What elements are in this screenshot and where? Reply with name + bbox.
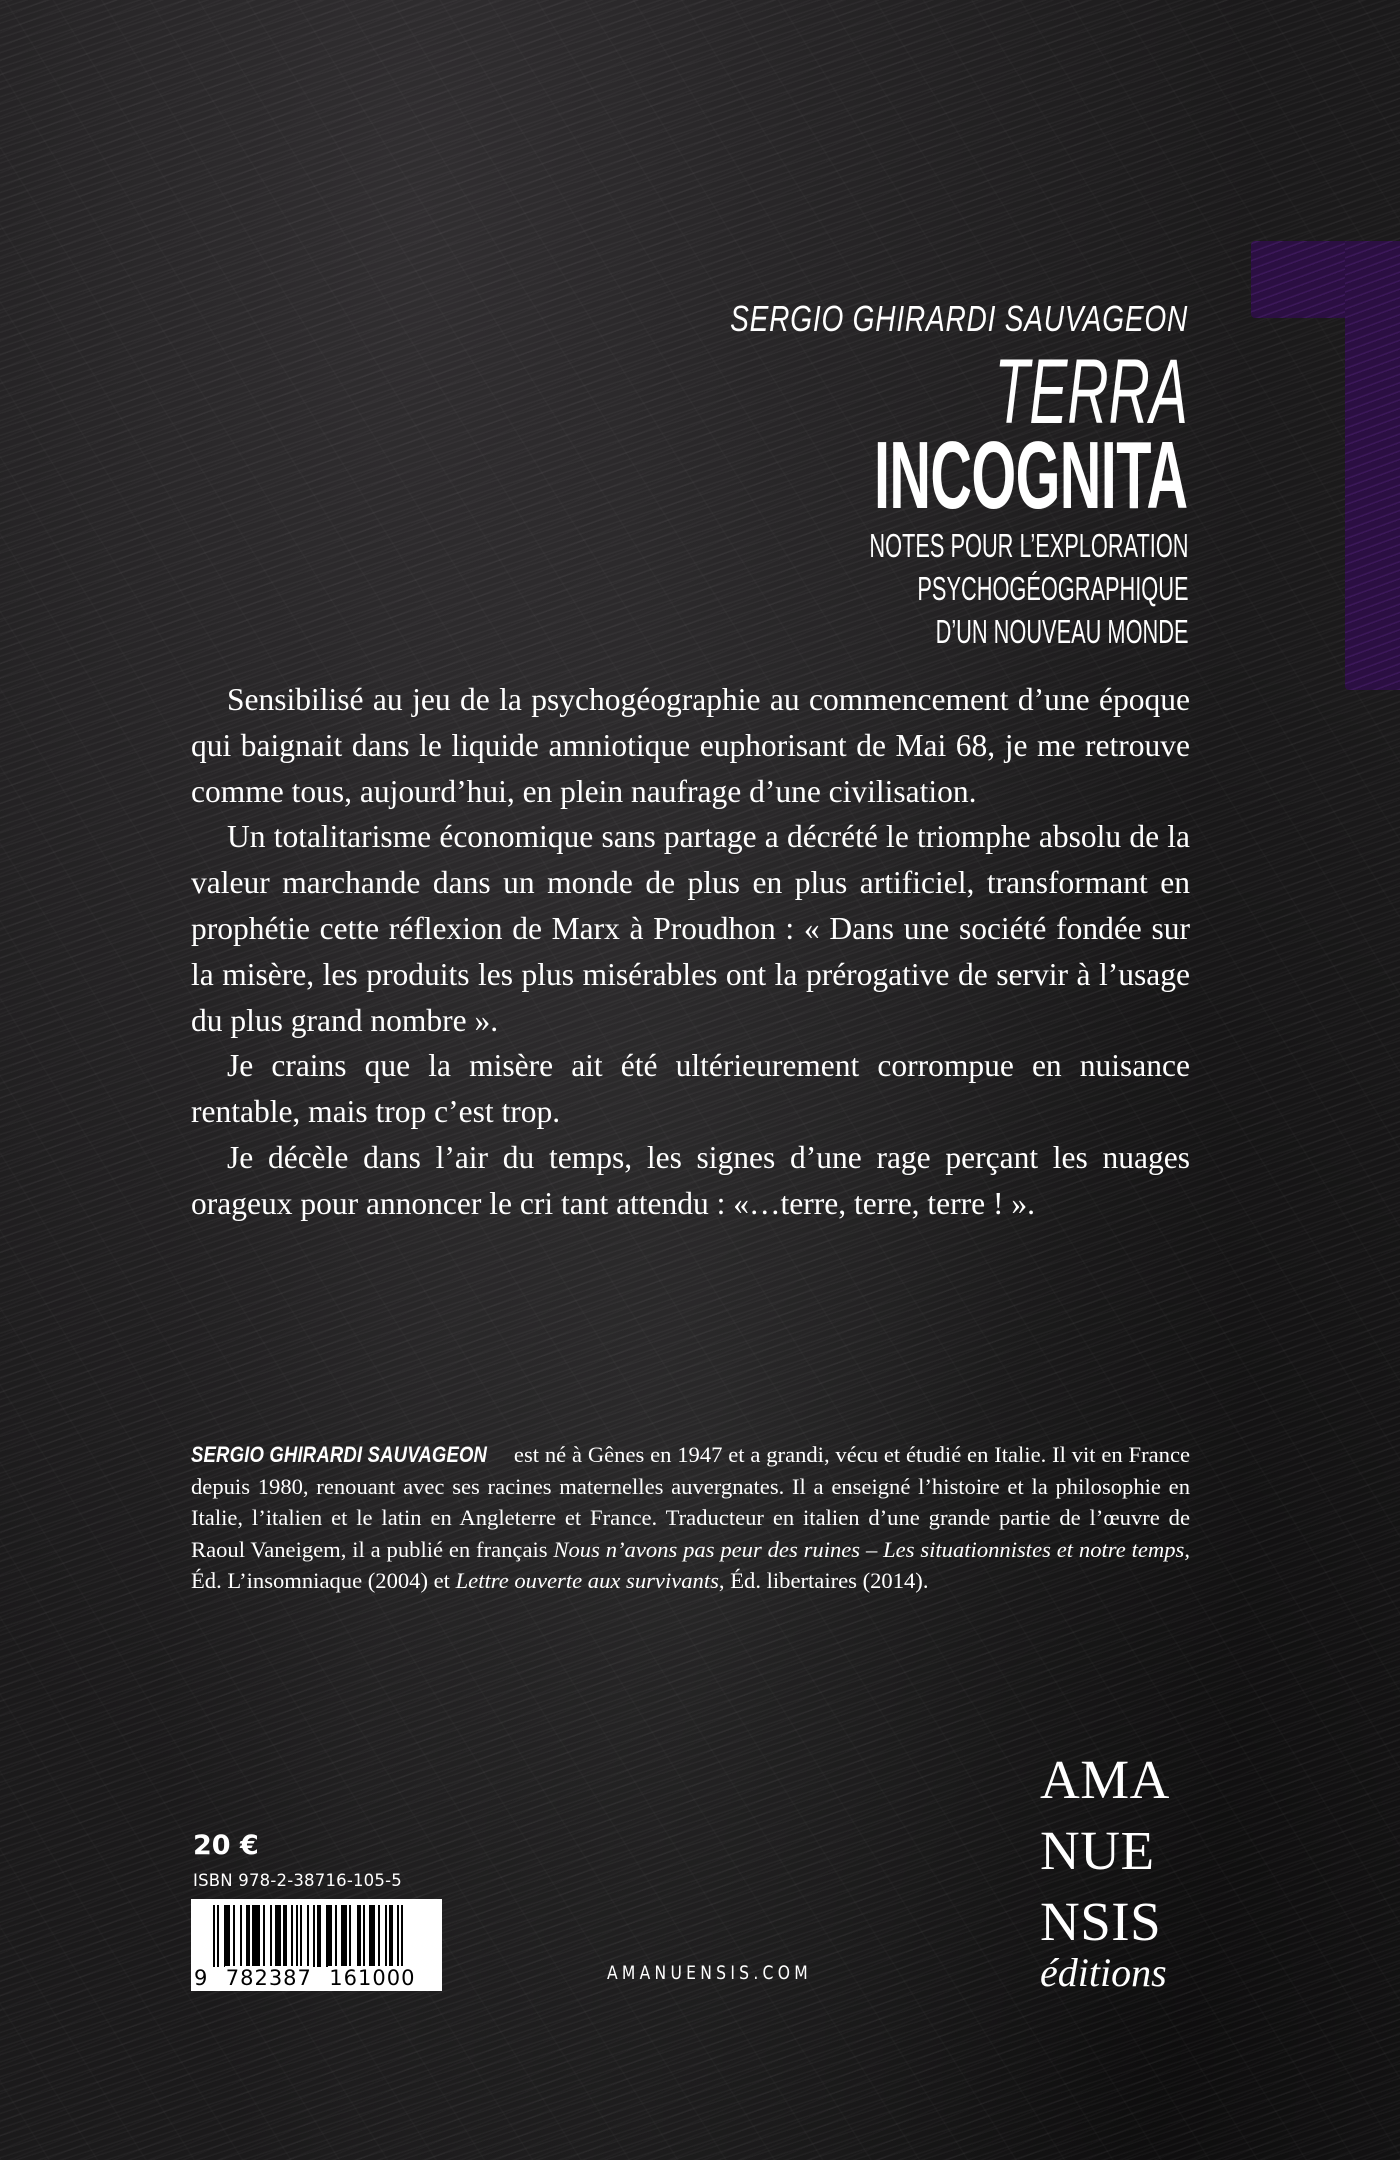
blurb-paragraph: Je décèle dans l’air du temps, les signes d’une rage perçant les nuages orageux pour annoncer le cri tant attendu : «…terre, terre, terre ! ». bbox=[191, 1139, 1190, 1221]
title-line-2: INCOGNITA bbox=[874, 422, 1188, 529]
barcode-digits bbox=[193, 1966, 416, 1990]
bio-book-title: Nous n’avons pas peur des ruines – Les situationnistes et notre temps bbox=[553, 1536, 1185, 1562]
bio-text: est né à Gênes en 1947 et a grandi, vécu et étudié en Italie. Il vit en France depuis 1980, renouant avec ses racines maternelles auvergnates. Il a enseigné l’histoire et la philosophie en Italie, l’italien et le latin en Angleterre et France. Traducteur en italien d’une grande partie de l’œuvre de Raoul Vaneigem, il a publié en français bbox=[191, 1442, 1190, 1562]
logo-line: NUE bbox=[1040, 1820, 1155, 1881]
price: 20 € bbox=[193, 1830, 259, 1861]
title-line-1: TERRA bbox=[994, 341, 1188, 443]
barcode-group-2: 161000 bbox=[329, 1966, 416, 1990]
isbn: ISBN 978-2-38716-105-5 bbox=[193, 1871, 402, 1890]
publisher-website: AMANUENSIS.COM bbox=[607, 1962, 812, 1984]
blurb bbox=[191, 677, 1190, 1227]
subtitle-line: PSYCHOGÉOGRAPHIQUE bbox=[916, 570, 1188, 607]
barcode-group-1: 782387 bbox=[225, 1966, 312, 1990]
bio-author-name: SERGIO GHIRARDI SAUVAGEON bbox=[191, 1442, 488, 1467]
bio-book-title: Lettre ouverte aux survivants bbox=[455, 1568, 719, 1593]
bio-text: , Éd. libertaires (2014). bbox=[718, 1568, 929, 1593]
author-name: SERGIO GHIRARDI SAUVAGEON bbox=[730, 298, 1188, 339]
logo-tagline: éditions bbox=[1040, 1950, 1167, 1995]
subtitle bbox=[705, 524, 1189, 653]
barcode-first-digit: 9 bbox=[194, 1966, 209, 1990]
accent-mark-vertical bbox=[1345, 241, 1400, 690]
subtitle-line: NOTES POUR L’EXPLORATION bbox=[868, 527, 1188, 564]
publisher-logo bbox=[1040, 1744, 1190, 1995]
barcode-bars bbox=[213, 1905, 435, 1967]
blurb-paragraph: Je crains que la misère ait été ultérieurement corrompue en nuisance rentable, mais trop c’est trop. bbox=[191, 1048, 1190, 1130]
author-bio bbox=[191, 1439, 1190, 1597]
bio-text: , Éd. L’insomniaque (2004) et bbox=[191, 1536, 1190, 1593]
logo-line: NSIS bbox=[1040, 1891, 1162, 1952]
blurb-paragraph: Sensibilisé au jeu de la psychogéographie au commencement d’une époque qui baignait dans le liquide amniotique euphorisant de Mai 68, je me retrouve comme tous, aujourd’hui, en plein naufrage d’une civilisation. bbox=[191, 682, 1190, 809]
blurb-paragraph: Un totalitarisme économique sans partage a décrété le triomphe absolu de la valeur marchande dans un monde de plus en plus artificiel, transformant en prophétie cette réflexion de Marx à Proudhon : « Dans une société fondée sur la misère, les produits les plus misérables ont la prérogative de servir à l’usage du plus grand nombre ». bbox=[191, 819, 1190, 1038]
logo-line: AMA bbox=[1040, 1749, 1170, 1810]
subtitle-line: D’UN NOUVEAU MONDE bbox=[935, 613, 1188, 650]
barcode bbox=[191, 1899, 442, 1991]
